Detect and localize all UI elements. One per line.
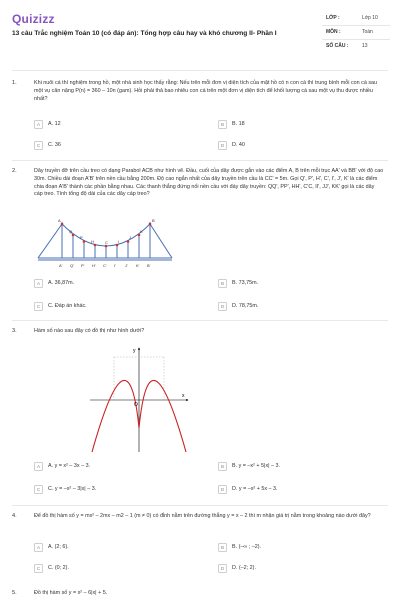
- meta-key: SỐ CÂU :: [326, 43, 349, 49]
- bridge-label: Q': [70, 263, 74, 268]
- option-label: A. (2; 6).: [48, 544, 69, 550]
- option-letter-box: C: [34, 564, 43, 573]
- bridge-label: J': [125, 263, 128, 268]
- option-letter-box: D: [218, 485, 227, 494]
- question-divider: [12, 320, 388, 321]
- option-label: D. 78,75m.: [232, 303, 259, 309]
- bridge-label: A: [58, 218, 61, 223]
- graph-origin-label: O: [134, 402, 138, 408]
- option-label: C. Đáp án khác.: [48, 303, 87, 309]
- option-letter-box: A: [34, 543, 43, 552]
- bridge-label: C': [103, 263, 107, 268]
- document-header: [0, 0, 400, 62]
- bridge-label: B': [147, 263, 151, 268]
- option-letter-box: C: [34, 485, 43, 494]
- question-number: 4.: [12, 513, 17, 519]
- option-letter-box: B: [218, 279, 227, 288]
- option-label: B. 73,75m.: [232, 280, 259, 286]
- question-1: [12, 80, 388, 158]
- option-letter-box: C: [34, 302, 43, 311]
- option-letter-box: B: [218, 543, 227, 552]
- option-letter-box: B: [218, 462, 227, 471]
- option-label: B. (–∞ ; –2).: [232, 544, 262, 550]
- bridge-label: K': [136, 263, 140, 268]
- option-label: B. y = –x² + 5|x| – 3.: [232, 463, 281, 469]
- bridge-label: C: [105, 240, 108, 245]
- option-label: A. 36,87m.: [48, 280, 75, 286]
- meta-row-subject: [322, 26, 390, 40]
- option-label: C. (0; 2).: [48, 565, 69, 571]
- bridge-diagram: [32, 216, 178, 268]
- question-divider: [12, 505, 388, 506]
- option-letter-box: C: [34, 141, 43, 150]
- option-label: A. y = x² – 3x – 3.: [48, 463, 91, 469]
- question-2: [12, 168, 388, 318]
- bridge-label: Q: [69, 229, 73, 234]
- option-label: C. y = –x² – 3|x| – 3.: [48, 486, 97, 492]
- question-text: Đồ thị hàm số y = x² – 6|x| + 5.: [34, 590, 108, 596]
- question-number: 5.: [12, 590, 17, 596]
- option-letter-box: D: [218, 302, 227, 311]
- bridge-label: I: [118, 239, 120, 244]
- bridge-label: H: [91, 239, 94, 244]
- header-divider: [12, 70, 388, 71]
- meta-value: Lớp 10: [362, 15, 378, 21]
- bridge-label: P': [81, 263, 85, 268]
- option-label: B. 18: [232, 121, 245, 127]
- question-number: 2.: [12, 168, 17, 174]
- option-letter-box: D: [218, 141, 227, 150]
- bridge-label: I': [114, 263, 116, 268]
- bridge-label: H': [92, 263, 96, 268]
- question-number: 1.: [12, 80, 17, 86]
- option-label: D. (–2; 2).: [232, 565, 256, 571]
- option-letter-box: A: [34, 462, 43, 471]
- quizizz-logo: Quizizz: [12, 12, 55, 26]
- document-title: 13 câu Trắc nghiệm Toán 10 (có đáp án): Tổng hợp câu hay và khó chương II- Phần I: [12, 30, 277, 37]
- option-label: D. 40: [232, 142, 245, 148]
- bridge-label: A': [59, 263, 63, 268]
- question-5: [12, 590, 388, 600]
- option-letter-box: A: [34, 279, 43, 288]
- meta-table: [322, 12, 390, 54]
- question-number: 3.: [12, 328, 17, 334]
- question-text: Hàm số nào sau đây có đồ thị như hình dưới?: [34, 328, 145, 334]
- question-text: Để đồ thị hàm số y = mx² – 2mx – m2 – 1 (m ≠ 0) có đỉnh nằm trên đường thẳng y = x – 2 thì m nhận giá trị nằm trong khoảng nào dưới đây?: [34, 513, 371, 519]
- option-label: D. y = –x² + 5x – 3.: [232, 486, 278, 492]
- option-letter-box: A: [34, 120, 43, 129]
- question-text: Khi nuôi cá thí nghiệm trong hồ, một nhà sinh học thấy rằng: Nếu trên mỗi đơn vị diện tích của mặt hồ có n con cá thì trung bình mỗi con cá sau một vụ cân nặng P(n) = 360 – 10n (gam). Hỏi phải thả bao nhiêu con cá trên một đơn vị diện tích để khối lượng cá sau một vụ thu được nhiều nhất?: [34, 80, 378, 102]
- meta-value: 13: [362, 43, 368, 49]
- meta-key: MÔN :: [326, 29, 341, 35]
- option-label: C. 36: [48, 142, 61, 148]
- question-text: Dây truyền đỡ trên cầu treo có dạng Parabol ACB như hình vẽ. Đầu, cuối của dây được gắn vào các điểm A, B trên mỗi trục AA' và BB' với độ cao 30m. Chiều dài đoạn A'B' trên nền cầu bằng 200m. Độ cao ngắn nhất của dây truyền trên cầu là CC' = 5m. Gọi Q', P', H', C', I', J', K' là các điểm chia đoạn A'B' thành các phần bằng nhau. Các thanh thẳng đứng nối nền cầu với đáy dây truyền: QQ', PP', HH', C'C, II', JJ', KK' gọi là các dây cáp treo. Tính tổng độ dài của các dây cáp treo?: [34, 168, 384, 198]
- function-graph: [88, 342, 192, 454]
- option-letter-box: B: [218, 120, 227, 129]
- bridge-label: J: [129, 235, 131, 240]
- question-4: [12, 513, 388, 583]
- graph-y-label: y: [133, 348, 136, 354]
- bridge-label: K: [140, 229, 143, 234]
- meta-key: LỚP :: [326, 15, 340, 21]
- option-letter-box: D: [218, 564, 227, 573]
- meta-value: Toán: [362, 29, 373, 35]
- meta-row-count: [322, 40, 390, 54]
- option-label: A. 12: [48, 121, 61, 127]
- meta-row-class: [322, 12, 390, 26]
- question-3: [12, 328, 388, 500]
- bridge-label: P: [80, 235, 83, 240]
- graph-x-label: x: [182, 393, 185, 399]
- bridge-label: B: [152, 218, 155, 223]
- question-divider: [12, 160, 388, 161]
